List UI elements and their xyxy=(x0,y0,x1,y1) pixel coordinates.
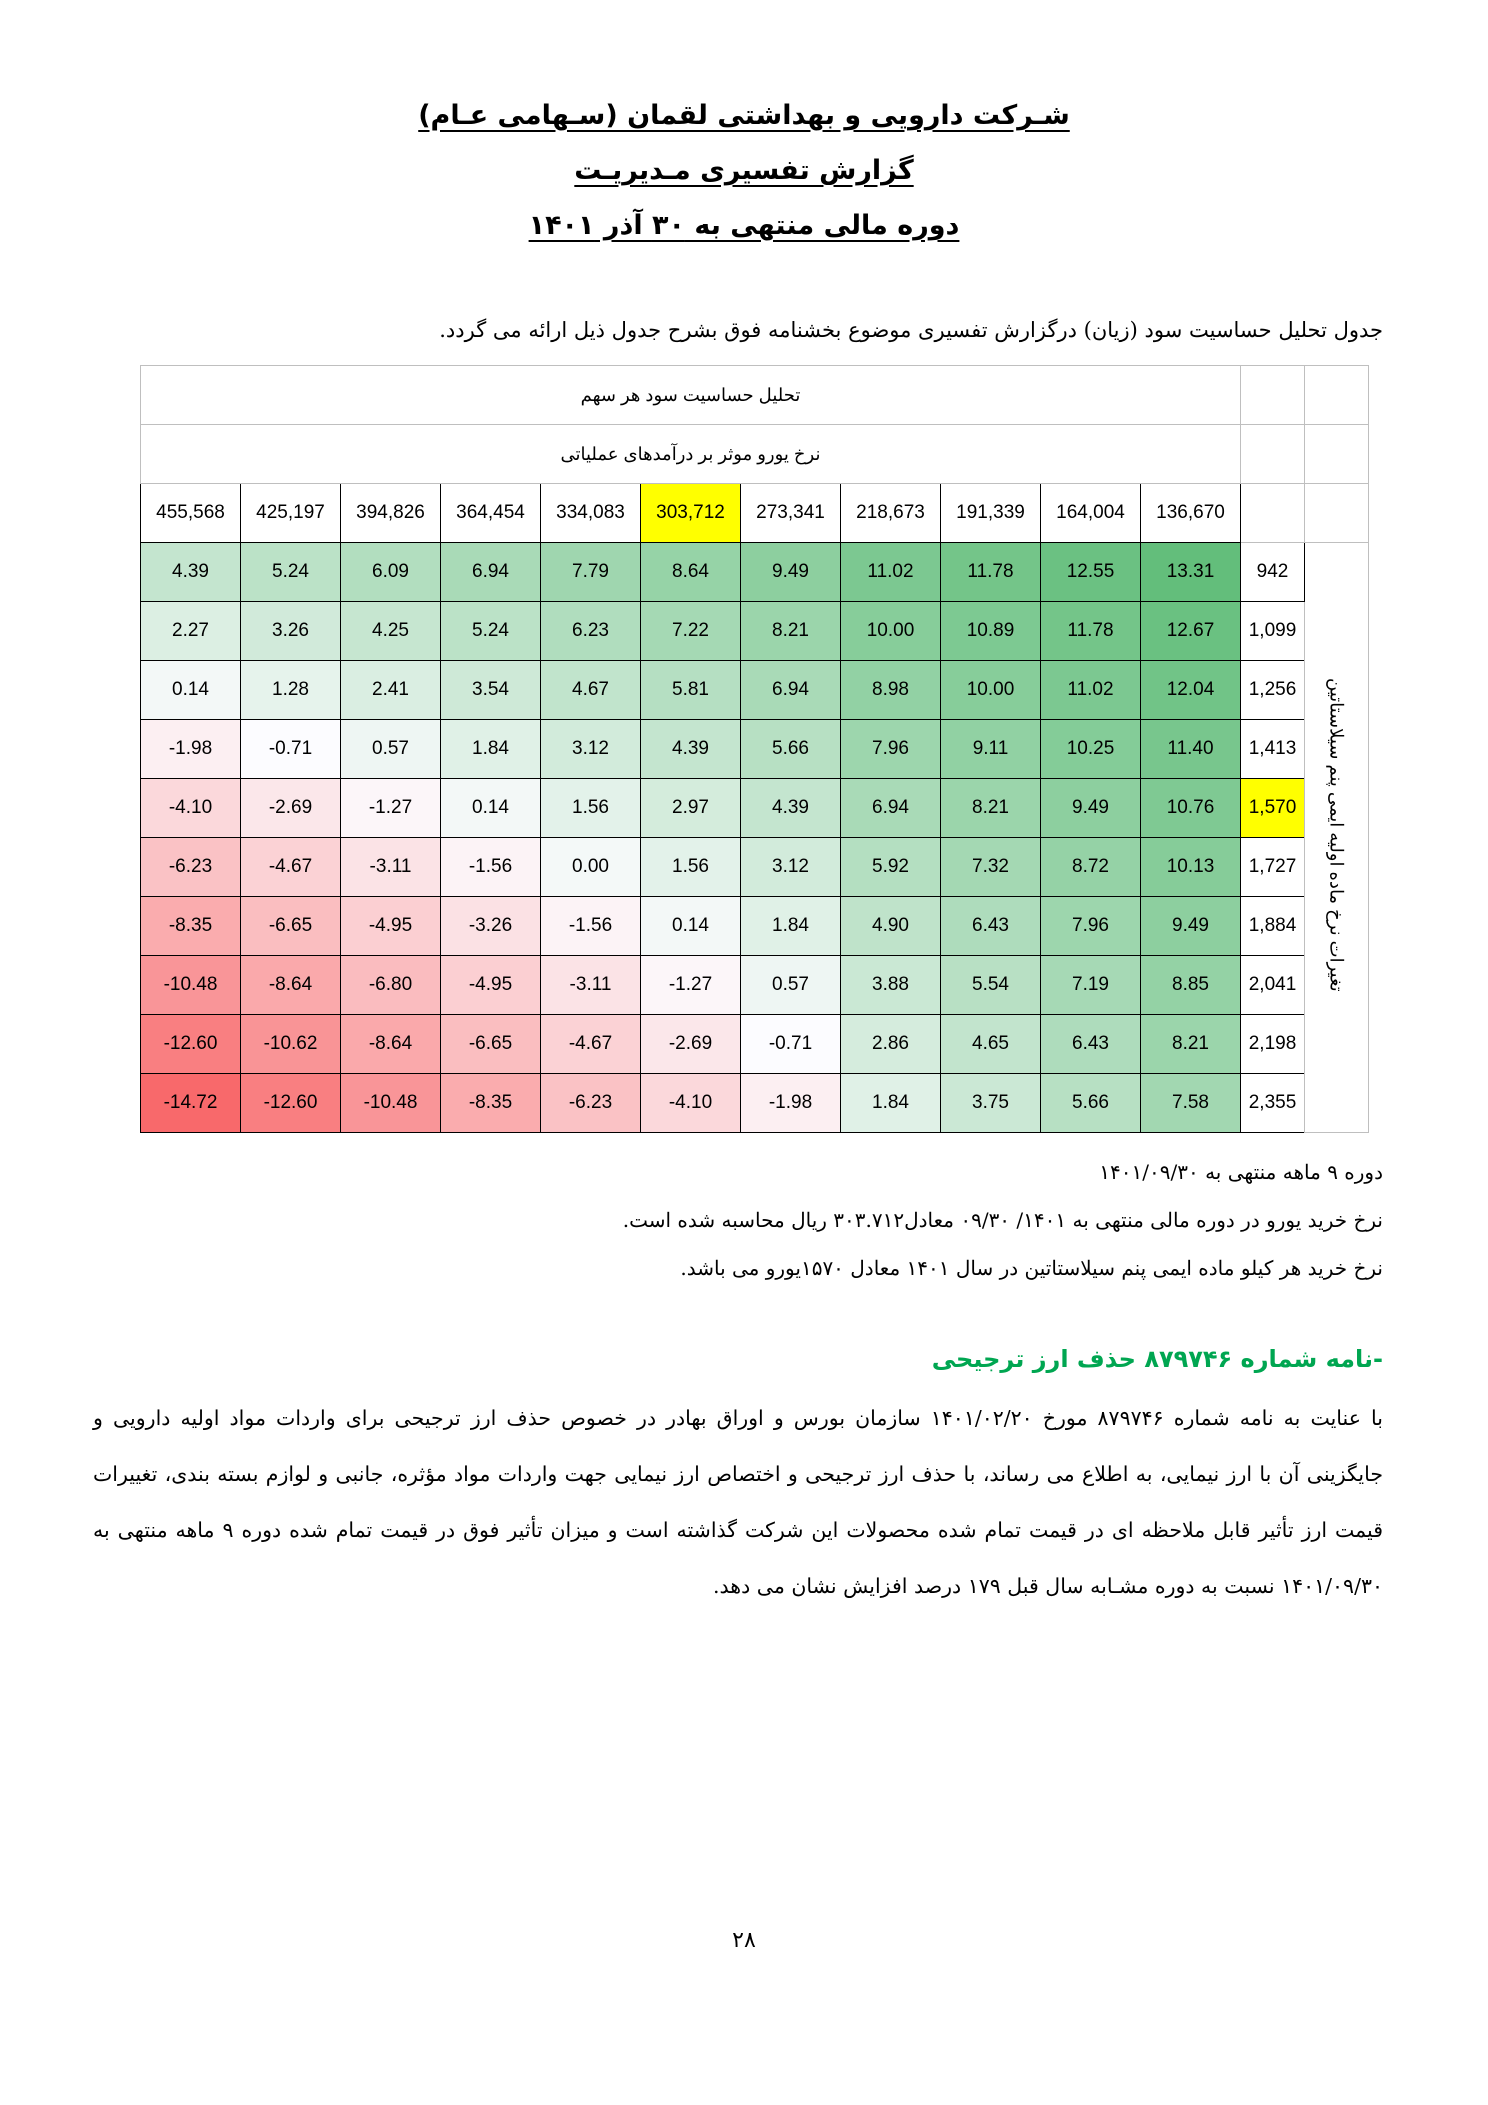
company-title: شـرکت دارویی و بهداشتی لقمان (سـهامی عـام) xyxy=(418,100,1070,131)
eps-cell: 3.12 xyxy=(541,720,641,779)
table-title: تحلیل حساسیت سود هر سهم xyxy=(141,366,1241,425)
column-header-cell: 273,341 xyxy=(741,484,841,543)
eps-cell: 10.89 xyxy=(941,602,1041,661)
eps-cell: -6.23 xyxy=(141,838,241,897)
column-header-cell: 218,673 xyxy=(841,484,941,543)
report-title: گزارش تفسیری مـدیریـت xyxy=(574,155,914,186)
eps-cell: -6.80 xyxy=(341,956,441,1015)
eps-cell: 5.24 xyxy=(441,602,541,661)
eps-cell: 6.09 xyxy=(341,543,441,602)
eps-cell: 0.00 xyxy=(541,838,641,897)
row-header-cell: 1,570 xyxy=(1241,779,1305,838)
eps-cell: 4.25 xyxy=(341,602,441,661)
eps-cell: 6.94 xyxy=(741,661,841,720)
sensitivity-table xyxy=(140,365,1369,1133)
table-row xyxy=(141,1074,1369,1133)
column-header-cell: 303,712 xyxy=(641,484,741,543)
eps-cell: 0.14 xyxy=(641,897,741,956)
eps-cell: -8.64 xyxy=(241,956,341,1015)
eps-cell: 7.32 xyxy=(941,838,1041,897)
row-header-cell: 1,727 xyxy=(1241,838,1305,897)
eps-cell: -1.56 xyxy=(541,897,641,956)
eps-cell: 11.02 xyxy=(841,543,941,602)
eps-cell: 1.28 xyxy=(241,661,341,720)
eps-cell: 8.21 xyxy=(941,779,1041,838)
eps-cell: 1.56 xyxy=(641,838,741,897)
empty-cell xyxy=(1241,425,1305,484)
eps-cell: 1.56 xyxy=(541,779,641,838)
eps-cell: -4.95 xyxy=(441,956,541,1015)
column-header-cell: 164,004 xyxy=(1041,484,1141,543)
eps-cell: 4.67 xyxy=(541,661,641,720)
eps-cell: 2.86 xyxy=(841,1015,941,1074)
eps-cell: 13.31 xyxy=(1141,543,1241,602)
eps-cell: 1.84 xyxy=(841,1074,941,1133)
eps-cell: -4.95 xyxy=(341,897,441,956)
eps-cell: -4.67 xyxy=(541,1015,641,1074)
eps-cell: 5.24 xyxy=(241,543,341,602)
eps-cell: -10.62 xyxy=(241,1015,341,1074)
eps-cell: 7.58 xyxy=(1141,1074,1241,1133)
eps-cell: 3.75 xyxy=(941,1074,1041,1133)
eps-cell: 10.25 xyxy=(1041,720,1141,779)
eps-cell: 7.96 xyxy=(1041,897,1141,956)
eps-cell: 6.94 xyxy=(841,779,941,838)
column-header-cell: 136,670 xyxy=(1141,484,1241,543)
column-header-cell: 455,568 xyxy=(141,484,241,543)
eps-cell: -4.10 xyxy=(641,1074,741,1133)
table-row xyxy=(141,779,1369,838)
eps-cell: 4.90 xyxy=(841,897,941,956)
eps-cell: -2.69 xyxy=(241,779,341,838)
intro-text: جدول تحلیل حساسیت سود (زیان) درگزارش تفسیری موضوع بخشنامه فوق بشرح جدول ذیل ارائه می گردد. xyxy=(439,318,1383,342)
eps-cell: -1.98 xyxy=(141,720,241,779)
eps-cell: 7.19 xyxy=(1041,956,1141,1015)
eps-cell: 3.12 xyxy=(741,838,841,897)
row-header-cell: 1,413 xyxy=(1241,720,1305,779)
eps-cell: -1.98 xyxy=(741,1074,841,1133)
note-material-rate: نرخ خرید هر کیلو ماده ایمی پنم سیلاستاتین در سال ۱۴۰۱ معادل ۱۵۷۰یورو می باشد. xyxy=(680,1256,1383,1280)
table-row xyxy=(141,543,1369,602)
note-period: دوره ۹ ماهه منتهی به ۱۴۰۱/۰۹/۳۰ xyxy=(1099,1160,1383,1184)
eps-cell: 11.40 xyxy=(1141,720,1241,779)
row-axis-label xyxy=(1305,543,1369,1133)
eps-cell: 12.55 xyxy=(1041,543,1141,602)
column-header-cell: 394,826 xyxy=(341,484,441,543)
eps-cell: 8.21 xyxy=(1141,1015,1241,1074)
eps-cell: 6.94 xyxy=(441,543,541,602)
note-euro-rate: نرخ خرید یورو در دوره مالی منتهی به ۱۴۰۱/ ۰۹/۳۰ معادل۳۰۳.۷۱۲ ریال محاسبه شده است. xyxy=(622,1208,1383,1232)
eps-cell: -2.69 xyxy=(641,1015,741,1074)
table-row xyxy=(141,661,1369,720)
eps-cell: -1.56 xyxy=(441,838,541,897)
eps-cell: 4.65 xyxy=(941,1015,1041,1074)
column-header-cell: 425,197 xyxy=(241,484,341,543)
eps-cell: 10.13 xyxy=(1141,838,1241,897)
eps-cell: -0.71 xyxy=(741,1015,841,1074)
section-title: -نامه شماره ۸۷۹۷۴۶ حذف ارز ترجیحی xyxy=(931,1345,1383,1373)
eps-cell: 5.92 xyxy=(841,838,941,897)
eps-cell: -6.23 xyxy=(541,1074,641,1133)
row-header-cell: 2,041 xyxy=(1241,956,1305,1015)
eps-cell: 4.39 xyxy=(141,543,241,602)
table-row xyxy=(141,838,1369,897)
eps-cell: -3.11 xyxy=(541,956,641,1015)
column-header-cell: 191,339 xyxy=(941,484,1041,543)
eps-cell: 1.84 xyxy=(441,720,541,779)
eps-cell: -12.60 xyxy=(141,1015,241,1074)
table-row xyxy=(141,1015,1369,1074)
eps-cell: -3.11 xyxy=(341,838,441,897)
row-header-cell: 1,884 xyxy=(1241,897,1305,956)
table-row xyxy=(141,897,1369,956)
eps-cell: 9.49 xyxy=(741,543,841,602)
eps-cell: -8.64 xyxy=(341,1015,441,1074)
eps-cell: 2.27 xyxy=(141,602,241,661)
eps-cell: 7.79 xyxy=(541,543,641,602)
column-header-cell: 334,083 xyxy=(541,484,641,543)
empty-cell xyxy=(1305,425,1369,484)
eps-cell: 3.54 xyxy=(441,661,541,720)
eps-cell: -14.72 xyxy=(141,1074,241,1133)
eps-cell: 6.43 xyxy=(1041,1015,1141,1074)
eps-cell: 5.81 xyxy=(641,661,741,720)
eps-cell: 10.00 xyxy=(841,602,941,661)
empty-cell xyxy=(1305,484,1369,543)
eps-cell: -4.10 xyxy=(141,779,241,838)
row-header-cell: 2,198 xyxy=(1241,1015,1305,1074)
eps-cell: 7.96 xyxy=(841,720,941,779)
eps-cell: 7.22 xyxy=(641,602,741,661)
column-axis-label: نرخ یورو موثر بر درآمدهای عملیاتی xyxy=(141,425,1241,484)
eps-cell: -6.65 xyxy=(241,897,341,956)
empty-cell xyxy=(1241,484,1305,543)
row-header-cell: 1,256 xyxy=(1241,661,1305,720)
eps-cell: 12.67 xyxy=(1141,602,1241,661)
eps-cell: -8.35 xyxy=(141,897,241,956)
eps-cell: -4.67 xyxy=(241,838,341,897)
eps-cell: 1.84 xyxy=(741,897,841,956)
eps-cell: 8.21 xyxy=(741,602,841,661)
section-body: با عنایت به نامه شماره ۸۷۹۷۴۶ مورخ ۱۴۰۱/۰۲/۲۰ سازمان بورس و اوراق بهادر در خصوص حذف ارز ترجیحی برای واردات مواد اولیه دارویی و جایگزینی آن با ارز نیمایی، به اطلاع می رساند، با حذف ارز ترجیحی و اختصاص ارز نیمایی جهت واردات مواد مؤثره، جانبی و لوازم بسته بندی، تغییرات قیمت ارز تأثیر قابل ملاحظه ای در قیمت تمام شده محصولات این شرکت گذاشته است و میزان تأثیر فوق در قیمت تمام شده دوره ۹ ماهه منتهی به ۱۴۰۱/۰۹/۳۰ نسبت به دوره مشـابه سال قبل ۱۷۹ درصد افزایش نشان می دهد. xyxy=(93,1406,1383,1598)
table-row xyxy=(141,602,1369,661)
eps-cell: -10.48 xyxy=(141,956,241,1015)
notes xyxy=(103,1148,1383,1292)
row-header-cell: 942 xyxy=(1241,543,1305,602)
eps-cell: 6.43 xyxy=(941,897,1041,956)
eps-cell: 4.39 xyxy=(641,720,741,779)
eps-cell: 2.97 xyxy=(641,779,741,838)
eps-cell: 11.78 xyxy=(1041,602,1141,661)
eps-cell: 8.98 xyxy=(841,661,941,720)
eps-cell: 0.57 xyxy=(341,720,441,779)
row-axis-label-text: تغیرات نرخ ماده اولیه ایمی پنم سیلاستاتین xyxy=(1326,677,1347,992)
eps-cell: -12.60 xyxy=(241,1074,341,1133)
eps-cell: -1.27 xyxy=(341,779,441,838)
eps-cell: 0.57 xyxy=(741,956,841,1015)
report-header xyxy=(0,88,1488,253)
eps-cell: 12.04 xyxy=(1141,661,1241,720)
eps-cell: 2.41 xyxy=(341,661,441,720)
eps-cell: 9.49 xyxy=(1141,897,1241,956)
eps-cell: -0.71 xyxy=(241,720,341,779)
eps-cell: -8.35 xyxy=(441,1074,541,1133)
empty-cell xyxy=(1305,366,1369,425)
eps-cell: 6.23 xyxy=(541,602,641,661)
eps-cell: 5.54 xyxy=(941,956,1041,1015)
eps-cell: 10.76 xyxy=(1141,779,1241,838)
column-header-cell: 364,454 xyxy=(441,484,541,543)
eps-cell: 10.00 xyxy=(941,661,1041,720)
period-title: دوره مالی منتهی به ۳۰ آذر ۱۴۰۱ xyxy=(528,210,960,241)
eps-cell: 0.14 xyxy=(141,661,241,720)
eps-cell: 5.66 xyxy=(1041,1074,1141,1133)
eps-cell: 9.11 xyxy=(941,720,1041,779)
eps-cell: 5.66 xyxy=(741,720,841,779)
row-header-cell: 1,099 xyxy=(1241,602,1305,661)
eps-cell: -1.27 xyxy=(641,956,741,1015)
empty-cell xyxy=(1241,366,1305,425)
eps-cell: 8.85 xyxy=(1141,956,1241,1015)
table-row xyxy=(141,720,1369,779)
eps-cell: -10.48 xyxy=(341,1074,441,1133)
page-number: ۲۸ xyxy=(732,1928,756,1953)
table-row xyxy=(141,956,1369,1015)
row-header-cell: 2,355 xyxy=(1241,1074,1305,1133)
eps-cell: 9.49 xyxy=(1041,779,1141,838)
eps-cell: 8.72 xyxy=(1041,838,1141,897)
eps-cell: 11.78 xyxy=(941,543,1041,602)
eps-cell: -6.65 xyxy=(441,1015,541,1074)
eps-cell: -3.26 xyxy=(441,897,541,956)
eps-cell: 8.64 xyxy=(641,543,741,602)
eps-cell: 3.26 xyxy=(241,602,341,661)
eps-cell: 4.39 xyxy=(741,779,841,838)
eps-cell: 0.14 xyxy=(441,779,541,838)
eps-cell: 3.88 xyxy=(841,956,941,1015)
eps-cell: 11.02 xyxy=(1041,661,1141,720)
